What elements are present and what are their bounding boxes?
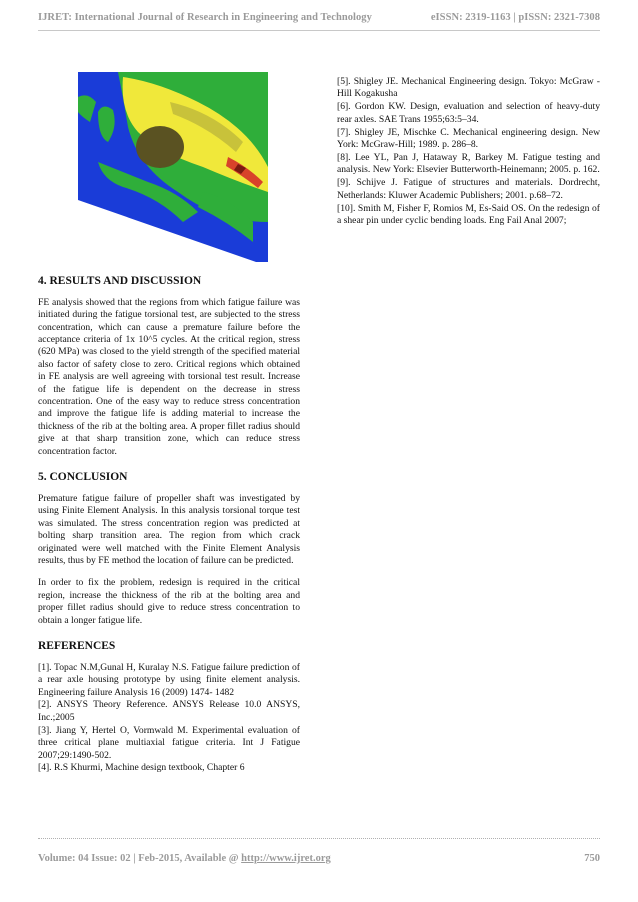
conclusion-paragraph-1: Premature fatigue failure of propeller shaft was investigated by using Finite Element Analysis. In this analysis torsional torque test was simulated. The stress concentration region was predicted at bolting sharp transition area. The region from which crack originated were well matched with the Finite Element Analysis results, thus by FE method the location of failure can be predicted. — [38, 492, 300, 566]
running-header — [38, 12, 600, 23]
journal-name: IJRET: International Journal of Research in Engineering and Technology — [38, 12, 372, 23]
left-column — [38, 72, 300, 775]
reference-item: [3]. Jiang Y, Hertel O, Vormwald M. Experimental evaluation of three critical plane multiaxial fatigue criteria. Int J Fatigue 2007;29:1490-502. — [38, 724, 300, 761]
issue-info: Volume: 04 Issue: 02 | Feb-2015, Available @ http://www.ijret.org — [38, 853, 331, 864]
reference-item: [6]. Gordon KW. Design, evaluation and selection of heavy-duty rear axles. SAE Trans 1955;63:5–34. — [337, 101, 600, 125]
journal-url-link[interactable]: http://www.ijret.org — [241, 853, 331, 864]
page-number: 750 — [584, 853, 600, 864]
reference-item: [2]. ANSYS Theory Reference. ANSYS Release 10.0 ANSYS, Inc.;2005 — [38, 699, 300, 723]
reference-item: [8]. Lee YL, Pan J, Hataway R, Barkey M. Fatigue testing and analysis. New York: Elsevier Butterworth-Heinemann; 2005. p. 162. — [337, 151, 600, 176]
fe-stress-contour-figure — [78, 72, 268, 262]
reference-item: [7]. Shigley JE, Mischke C. Mechanical engineering design. New York: McGraw-Hill; 1989. p. 286–8. — [337, 126, 600, 151]
running-footer — [38, 853, 600, 864]
reference-item: [1]. Topac N.M,Gunal H, Kuralay N.S. Fatigue failure prediction of a rear axle housing prototype by using finite element analysis. Engineering failure Analysis 16 (2009) 1474- 1482 — [38, 661, 300, 698]
results-paragraph: FE analysis showed that the regions from which fatigue failure was initiated during the fatigue torsional test, are subjected to the stress concentration, which can cause a premature failure before the acceptance criteria of 1x 10^5 cycles. At the critical region, stress (620 MPa) was closed to the yield strength of the specified material also factor of safety close to zero. Critical regions which obtained in FE analysis are well agreeing with torsional test result. Increase of the fatigue life is dependent on the decrease in stress concentration. One of the easy way to reduce stress concentration and improve the fatigue life is adding material to increase the thickness of the rib at the bolting area. A proper fillet radius should give at that sharp transition zone, which can reduce stress concentration factor. — [38, 296, 300, 457]
references-heading: REFERENCES — [38, 639, 116, 652]
results-heading: 4. RESULTS AND DISCUSSION — [38, 275, 202, 287]
reference-item: [4]. R.S Khurmi, Machine design textbook, Chapter 6 — [38, 762, 245, 774]
footer-rule — [38, 838, 600, 839]
reference-item: [9]. Schijve J. Fatigue of structures and materials. Dordrecht, Netherlands: Kluwer Academic Publishers; 2001. p.68–72. — [337, 177, 600, 201]
right-column — [337, 76, 600, 228]
conclusion-heading: 5. CONCLUSION — [38, 471, 128, 484]
reference-item: [10]. Smith M, Fisher F, Romios M, Es-Said OS. On the redesign of a shear pin under cyclic bending loads. Eng Fail Anal 2007; — [337, 202, 600, 226]
reference-item: [5]. Shigley JE. Mechanical Engineering design. Tokyo: McGraw -Hill Kogakusha — [337, 76, 600, 100]
issn: eISSN: 2319-1163 | pISSN: 2321-7308 — [430, 12, 600, 23]
conclusion-paragraph-2: In order to fix the problem, redesign is required in the critical region, increase the thickness of the rib at the bolting area and proper fillet radius should give to reduce stress concentration to obtain a longer fatigue life. — [38, 577, 300, 626]
header-rule — [38, 30, 600, 31]
fe-bolt-hole — [136, 126, 184, 168]
